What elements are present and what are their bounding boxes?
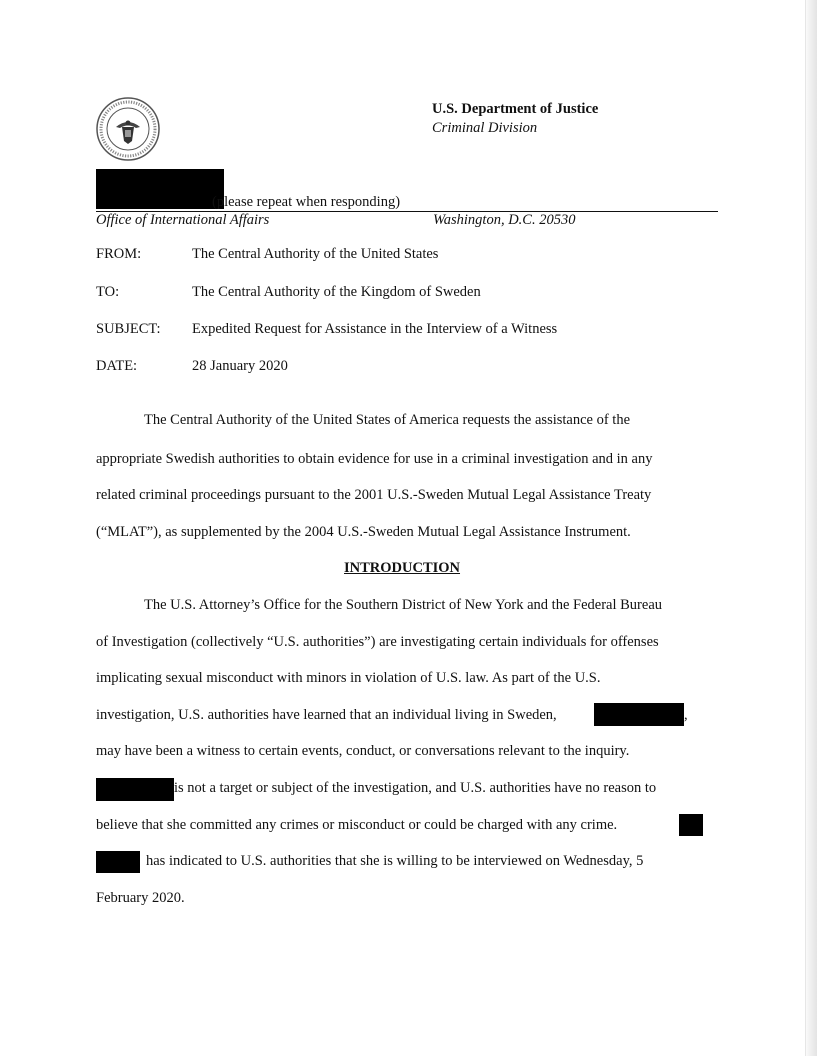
- section-heading: INTRODUCTION: [344, 560, 461, 576]
- para2-line-5: may have been a witness to certain events, conduct, or conversations relevant to the inquiry.: [96, 743, 630, 759]
- subject-label: SUBJECT:: [96, 321, 161, 337]
- para2-line-6: is not a target or subject of the investigation, and U.S. authorities have no reason to: [174, 780, 657, 796]
- division-name: Criminal Division: [432, 120, 538, 136]
- to-value: The Central Authority of the Kingdom of Sweden: [192, 284, 481, 300]
- letterhead: [432, 100, 598, 138]
- redaction-witness-name: [594, 703, 684, 726]
- para1-line-1: The Central Authority of the United States of America requests the assistance of the: [144, 412, 631, 428]
- para2-line-8: has indicated to U.S. authorities that she is willing to be interviewed on Wednesday, 5: [146, 853, 644, 869]
- doj-seal-icon: [96, 97, 160, 161]
- para2-line-4-comma: ,: [684, 707, 688, 723]
- para2-line-4: investigation, U.S. authorities have learned that an individual living in Sweden,: [96, 707, 557, 723]
- from-value: The Central Authority of the United States: [192, 246, 439, 262]
- para2-line-7: believe that she committed any crimes or misconduct or could be charged with any crime.: [96, 817, 618, 833]
- redaction-reference-number: [96, 169, 224, 209]
- department-name: U.S. Department of Justice: [432, 101, 599, 117]
- date-label: DATE:: [96, 358, 138, 374]
- date-value: 28 January 2020: [192, 358, 288, 374]
- para1-line-4: (“MLAT”), as supplemented by the 2004 U.S.-Sweden Mutual Legal Assistance Instrument.: [96, 524, 631, 540]
- redaction-witness-name-4: [96, 851, 140, 873]
- para1-line-2: appropriate Swedish authorities to obtain evidence for use in a criminal investigation and in any: [96, 451, 653, 467]
- from-label: FROM:: [96, 246, 142, 262]
- redaction-witness-name-2: [96, 778, 174, 801]
- office-name: Office of International Affairs: [96, 212, 270, 228]
- para1-line-3: related criminal proceedings pursuant to the 2001 U.S.-Sweden Mutual Legal Assistance Treaty: [96, 487, 652, 503]
- to-label: TO:: [96, 284, 120, 300]
- office-city: Washington, D.C. 20530: [433, 212, 576, 228]
- reference-note: (please repeat when responding): [212, 194, 401, 210]
- subject-value: Expedited Request for Assistance in the Interview of a Witness: [192, 321, 558, 337]
- page-edge-shadow: [805, 0, 817, 1056]
- para2-line-9: February 2020.: [96, 890, 185, 906]
- redaction-witness-name-3: [679, 814, 703, 836]
- para2-line-2: of Investigation (collectively “U.S. authorities”) are investigating certain individuals for offenses: [96, 634, 659, 650]
- para2-line-3: implicating sexual misconduct with minors in violation of U.S. law. As part of the U.S.: [96, 670, 601, 686]
- para2-line-1: The U.S. Attorney’s Office for the Southern District of New York and the Federal Bureau: [144, 597, 662, 613]
